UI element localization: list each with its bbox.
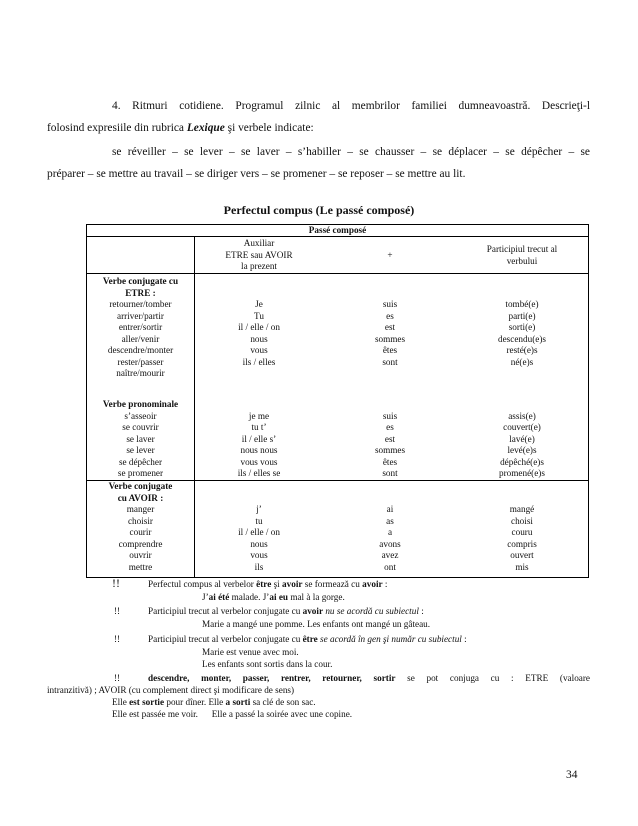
- group-etre: [87, 276, 588, 378]
- verb-infinitive: courir: [129, 527, 152, 537]
- verbs-list-line2: préparer – se mettre au travail – se diriger vers – se promener – se reposer – se mettre au lit.: [47, 168, 466, 180]
- participle-cell: couru: [511, 527, 533, 537]
- auxiliary-cell: as: [386, 515, 394, 526]
- participle-cell: descendu(e)s: [498, 333, 546, 344]
- auxiliary-cell: sont: [382, 468, 398, 478]
- column-header-line: verbului: [506, 255, 538, 266]
- auxiliary-cell: est: [384, 433, 396, 444]
- participle-cell: parti(e): [508, 310, 536, 321]
- auxiliary-cell: ai: [386, 504, 394, 514]
- column-header-line: Auxiliar: [243, 238, 275, 248]
- auxiliary-cell: êtes: [382, 345, 398, 355]
- column-header-line: la prezent: [241, 261, 277, 271]
- note-mark: !!: [114, 606, 121, 616]
- pronoun-cell: tu: [255, 515, 263, 526]
- verb-infinitive: se laver: [126, 433, 155, 444]
- verb-infinitive: manger: [126, 504, 155, 514]
- verb-infinitive: s’asseoir: [124, 410, 157, 421]
- pronoun-cell: ils: [254, 561, 264, 572]
- verb-infinitive: comprendre: [118, 538, 163, 549]
- participle-column: [456, 504, 588, 573]
- participle-cell: couvert(e): [503, 422, 541, 432]
- auxiliary-cell: es: [386, 310, 394, 321]
- verb-infinitive: se dépêcher: [118, 456, 163, 467]
- participle-cell: dépêché(e)s: [500, 456, 544, 467]
- participle-column: [456, 411, 588, 480]
- pronoun-cell: ils / elles se: [237, 468, 281, 478]
- exercise-heading-continuation: folosind expresiile din rubrica Lexique şi verbele indicate:: [47, 122, 314, 134]
- pronoun-cell: ils / elles: [242, 356, 276, 367]
- verb-group-column: [87, 481, 194, 573]
- note-1-example: J’ai été malade. J’ai eu mal à la gorge.: [202, 592, 345, 602]
- column-header-line: Participiul trecut al: [486, 244, 558, 254]
- note-mark: !!: [112, 576, 120, 590]
- participle-cell: mis: [515, 561, 529, 572]
- auxiliary-cell: sommes: [374, 445, 406, 455]
- pronoun-cell: il / elle s’: [241, 433, 277, 444]
- verb-infinitive: rester/passer: [117, 356, 164, 367]
- note-3-example-1: Marie est venue avec moi.: [202, 647, 299, 657]
- auxiliary-cell: sommes: [374, 333, 406, 344]
- pronoun-cell: nous: [250, 333, 268, 344]
- auxiliary-cell: avons: [379, 538, 401, 549]
- participle-cell: sorti(e): [508, 322, 536, 332]
- column-header-line: ETRE sau AVOIR: [225, 249, 293, 260]
- verb-group-label: cu AVOIR :: [117, 492, 164, 503]
- auxiliary-column: [324, 504, 456, 573]
- column-header-auxiliar: [194, 238, 324, 273]
- auxiliary-column: [324, 411, 456, 480]
- verb-infinitive: choisir: [127, 515, 153, 526]
- note-2: Participiul trecut al verbelor conjugate cu avoir nu se acordă cu subiectul :: [148, 606, 424, 616]
- group-pronominale: [87, 399, 588, 479]
- note-1: Perfectul compus al verbelor être şi avoir se formează cu avoir :: [148, 579, 388, 589]
- note-3: Participiul trecut al verbelor conjugate cu être se acordă în gen şi număr cu subiectul :: [148, 634, 467, 644]
- note-mark: !!: [114, 673, 121, 683]
- auxiliary-column: [324, 299, 456, 368]
- note-4-continuation: intranzitivă) ; AVOIR (cu complement direct şi modificare de sens): [47, 685, 295, 695]
- verb-infinitive: retourner/tomber: [109, 299, 172, 309]
- exercise-heading: 4. Ritmuri cotidiene. Programul zilnic al membrilor familiei dumneavoastră. Descrieţi-l: [112, 100, 590, 112]
- verb-infinitive: aller/venir: [121, 333, 160, 344]
- note-2-example: Marie a mangé une pomme. Les enfants ont mangé un gâteau.: [202, 619, 431, 629]
- note-4: descendre, monter, passer, rentrer, retourner, sortir se pot conjuga cu : ETRE (valoare: [148, 673, 590, 683]
- auxiliary-cell: avez: [381, 550, 399, 560]
- pronoun-column: [194, 299, 324, 368]
- participle-cell: lavé(e): [509, 433, 535, 444]
- verb-group-label: Verbe pronominale: [102, 399, 179, 409]
- column-header-plus: +: [387, 250, 393, 260]
- participle-cell: mangé: [509, 504, 535, 514]
- pronoun-column: [194, 411, 324, 480]
- participle-cell: ouvert: [510, 550, 534, 560]
- column-header-participiu: [456, 244, 588, 267]
- note-6-example: Elle est passée me voir. Elle a passé la soirée avec une copine.: [112, 709, 353, 719]
- pronoun-cell: vous vous: [240, 456, 278, 467]
- table-title: Perfectul compus (Le passé composé): [223, 203, 415, 217]
- verb-group-label: Verbe conjugate: [108, 481, 173, 491]
- passe-compose-table: [86, 224, 589, 578]
- verb-infinitive: se promener: [117, 468, 164, 478]
- table-header-passe-compose: Passé composé: [308, 225, 367, 235]
- pronoun-cell: nous nous: [240, 445, 278, 455]
- participle-cell: né(e)s: [510, 356, 534, 367]
- auxiliary-cell: sont: [382, 356, 398, 367]
- auxiliary-cell: suis: [382, 410, 398, 421]
- auxiliary-cell: es: [386, 422, 394, 432]
- pronoun-cell: Tu: [254, 310, 264, 321]
- participle-cell: choisi: [511, 515, 533, 526]
- note-mark: !!: [114, 634, 121, 644]
- participle-cell: compris: [507, 538, 537, 549]
- verb-infinitive: ouvrir: [129, 550, 152, 560]
- verb-group-label: ETRE :: [125, 287, 156, 298]
- verb-infinitive: descendre/monter: [107, 345, 174, 355]
- pronoun-column: [194, 504, 324, 573]
- pronoun-cell: nous: [250, 538, 268, 549]
- participle-cell: tombé(e): [505, 299, 539, 309]
- pronoun-cell: je me: [248, 410, 270, 421]
- participle-cell: resté(e)s: [506, 345, 538, 355]
- pronoun-cell: tu t’: [251, 422, 267, 432]
- participle-column: [456, 299, 588, 368]
- verb-infinitive: mettre: [128, 561, 153, 572]
- auxiliary-cell: suis: [382, 299, 398, 309]
- note-5-example: Elle est sortie pour dîner. Elle a sorti sa clé de son sac.: [112, 697, 316, 707]
- verb-group-column: [87, 276, 194, 380]
- pronoun-cell: il / elle / on: [238, 527, 280, 537]
- pronoun-cell: j’: [256, 504, 262, 514]
- verb-group-column: [87, 399, 194, 480]
- auxiliary-cell: a: [387, 527, 393, 537]
- auxiliary-cell: ont: [384, 561, 396, 572]
- page-number: 34: [566, 769, 578, 781]
- group-avoir: [87, 481, 588, 577]
- participle-cell: levé(e)s: [507, 445, 537, 455]
- verb-infinitive: arriver/partir: [117, 310, 164, 321]
- verb-infinitive: entrer/sortir: [118, 322, 163, 332]
- verb-infinitive: naître/mourir: [116, 368, 165, 378]
- verb-infinitive: se lever: [126, 445, 155, 455]
- verb-group-label: Verbe conjugate cu: [102, 276, 179, 286]
- auxiliary-cell: est: [384, 322, 396, 332]
- pronoun-cell: il / elle / on: [238, 322, 280, 332]
- pronoun-cell: vous: [250, 550, 268, 560]
- table-rule: [87, 273, 588, 274]
- lexique-term: Lexique: [186, 122, 225, 134]
- pronoun-cell: Je: [255, 299, 263, 309]
- note-3-example-2: Les enfants sont sortis dans la cour.: [202, 659, 333, 669]
- auxiliary-cell: êtes: [382, 456, 398, 467]
- participle-cell: assis(e): [508, 410, 536, 421]
- verb-infinitive: se couvrir: [122, 422, 159, 432]
- pronoun-cell: vous: [250, 345, 268, 355]
- verbs-list-line1: se réveiller – se lever – se laver – s’habiller – se chausser – se déplacer – se dépêcher – se: [112, 146, 590, 158]
- participle-cell: promené(e)s: [499, 468, 545, 478]
